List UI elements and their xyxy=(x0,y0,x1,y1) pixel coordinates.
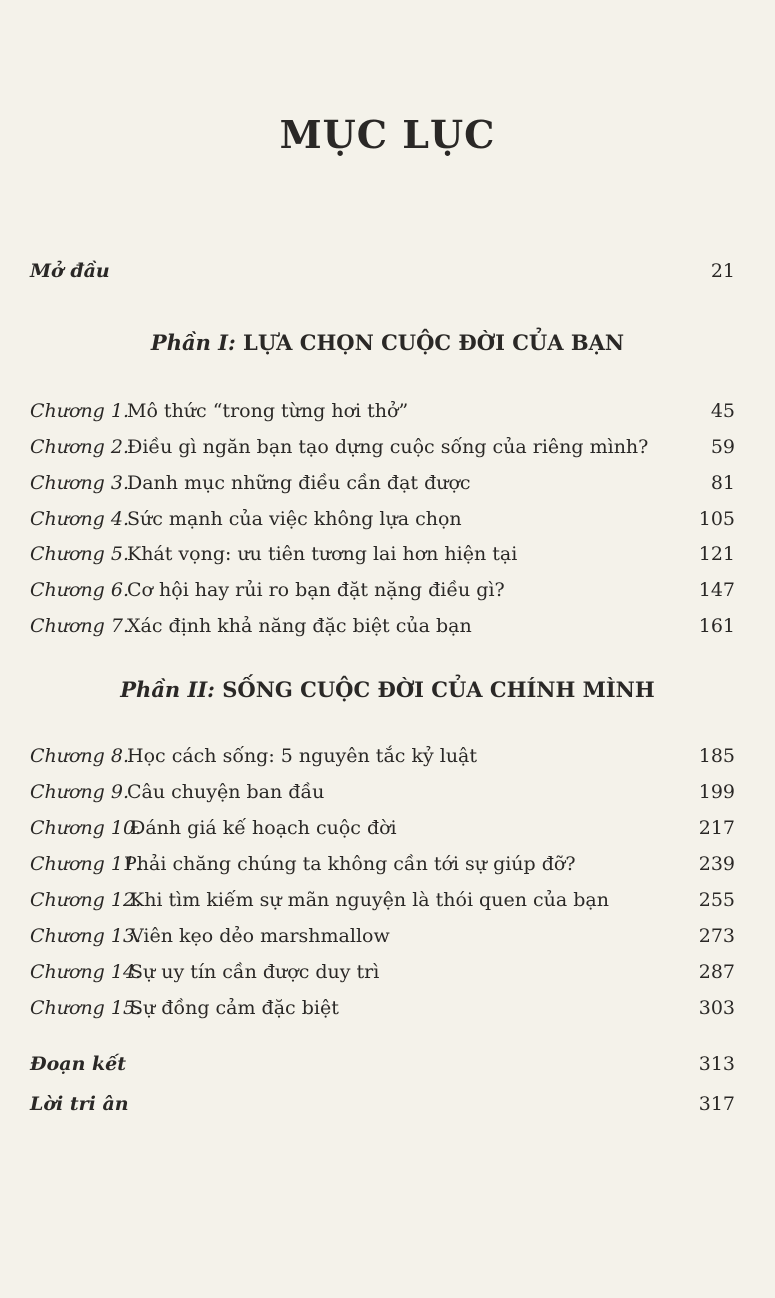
chapter-label: Chương 10. xyxy=(30,817,142,839)
chapter-page: 185 xyxy=(698,745,735,767)
toc-entry xyxy=(30,508,735,538)
chapter-title: Đánh giá kế hoạch cuộc đời xyxy=(130,817,397,839)
chapter-label: Chương 7. xyxy=(30,615,130,637)
chapter-title: Mô thức “trong từng hơi thở” xyxy=(127,400,409,422)
chapter-page: 105 xyxy=(698,508,735,530)
chapter-page: 81 xyxy=(710,472,735,494)
toc-entry xyxy=(30,745,735,775)
chapter-title: Sự uy tín cần được duy trì xyxy=(130,961,380,983)
chapter-page: 199 xyxy=(698,781,735,803)
toc-entry xyxy=(30,436,735,466)
chapter-title: Sức mạnh của việc không lựa chọn xyxy=(127,508,462,530)
toc-entry xyxy=(30,817,735,847)
chapter-title: Cơ hội hay rủi ro bạn đặt nặng điều gì? xyxy=(127,579,505,601)
chapter-label: Chương 12. xyxy=(30,889,142,911)
chapter-page: 287 xyxy=(698,961,735,983)
toc-entry-intro xyxy=(30,260,735,290)
toc-entry xyxy=(30,889,735,919)
toc-entry xyxy=(30,543,735,573)
chapter-title: Điều gì ngăn bạn tạo dựng cuộc sống của riêng mình? xyxy=(127,436,649,458)
chapter-page: 217 xyxy=(698,817,735,839)
toc-entry xyxy=(30,925,735,955)
chapter-page: 45 xyxy=(710,400,735,422)
part-label: Phần II: xyxy=(120,677,215,702)
chapter-title: Danh mục những điều cần đạt được xyxy=(127,472,471,494)
entry-page: 313 xyxy=(698,1053,735,1075)
chapter-title: Xác định khả năng đặc biệt của bạn xyxy=(127,615,472,637)
chapter-label: Chương 14. xyxy=(30,961,142,983)
chapter-page: 303 xyxy=(698,997,735,1019)
toc-entry xyxy=(30,400,735,430)
chapter-page: 121 xyxy=(698,543,735,565)
chapter-label: Chương 6. xyxy=(30,579,130,601)
chapter-label: Chương 11. xyxy=(30,853,142,875)
chapter-title: Câu chuyện ban đầu xyxy=(127,781,325,803)
part-title: SỐNG CUỘC ĐỜI CỦA CHÍNH MÌNH xyxy=(222,677,655,702)
entry-label: Mở đầu xyxy=(30,260,110,282)
part-heading-1 xyxy=(0,330,775,355)
toc-entry-outro xyxy=(30,1053,735,1083)
entry-page: 317 xyxy=(698,1093,735,1115)
chapter-label: Chương 4. xyxy=(30,508,130,530)
toc-entry xyxy=(30,579,735,609)
chapter-label: Chương 5. xyxy=(30,543,130,565)
entry-label: Đoạn kết xyxy=(30,1053,127,1075)
toc-entry xyxy=(30,781,735,811)
part-heading-2 xyxy=(0,677,775,702)
chapter-page: 147 xyxy=(698,579,735,601)
chapter-title: Khát vọng: ưu tiên tương lai hơn hiện tại xyxy=(127,543,518,565)
chapter-label: Chương 9. xyxy=(30,781,130,803)
chapter-page: 273 xyxy=(698,925,735,947)
chapter-label: Chương 15. xyxy=(30,997,142,1019)
toc-entry xyxy=(30,472,735,502)
part-title: LỰA CHỌN CUỘC ĐỜI CỦA BẠN xyxy=(243,330,625,355)
chapter-title: Sự đồng cảm đặc biệt xyxy=(130,997,339,1019)
chapter-label: Chương 3. xyxy=(30,472,130,494)
toc-entry-thanks xyxy=(30,1093,735,1123)
chapter-title: Học cách sống: 5 nguyên tắc kỷ luật xyxy=(127,745,478,767)
chapter-label: Chương 13. xyxy=(30,925,142,947)
entry-page: 21 xyxy=(710,260,735,282)
toc-entry xyxy=(30,853,735,883)
chapter-title: Khi tìm kiếm sự mãn nguyện là thói quen của bạn xyxy=(130,889,609,911)
chapter-page: 161 xyxy=(698,615,735,637)
part-label: Phần I: xyxy=(150,330,236,355)
page-title: MỤC LỤC xyxy=(279,112,496,157)
chapter-page: 255 xyxy=(698,889,735,911)
chapter-title: Phải chăng chúng ta không cần tới sự giúp đỡ? xyxy=(124,853,576,875)
chapter-page: 239 xyxy=(698,853,735,875)
toc-entry xyxy=(30,615,735,645)
chapter-title: Viên kẹo dẻo marshmallow xyxy=(130,925,390,947)
entry-label: Lời tri ân xyxy=(30,1093,129,1115)
chapter-label: Chương 1. xyxy=(30,400,130,422)
chapter-page: 59 xyxy=(710,436,735,458)
chapter-label: Chương 2. xyxy=(30,436,130,458)
chapter-label: Chương 8. xyxy=(30,745,130,767)
toc-entry xyxy=(30,997,735,1027)
toc-entry xyxy=(30,961,735,991)
